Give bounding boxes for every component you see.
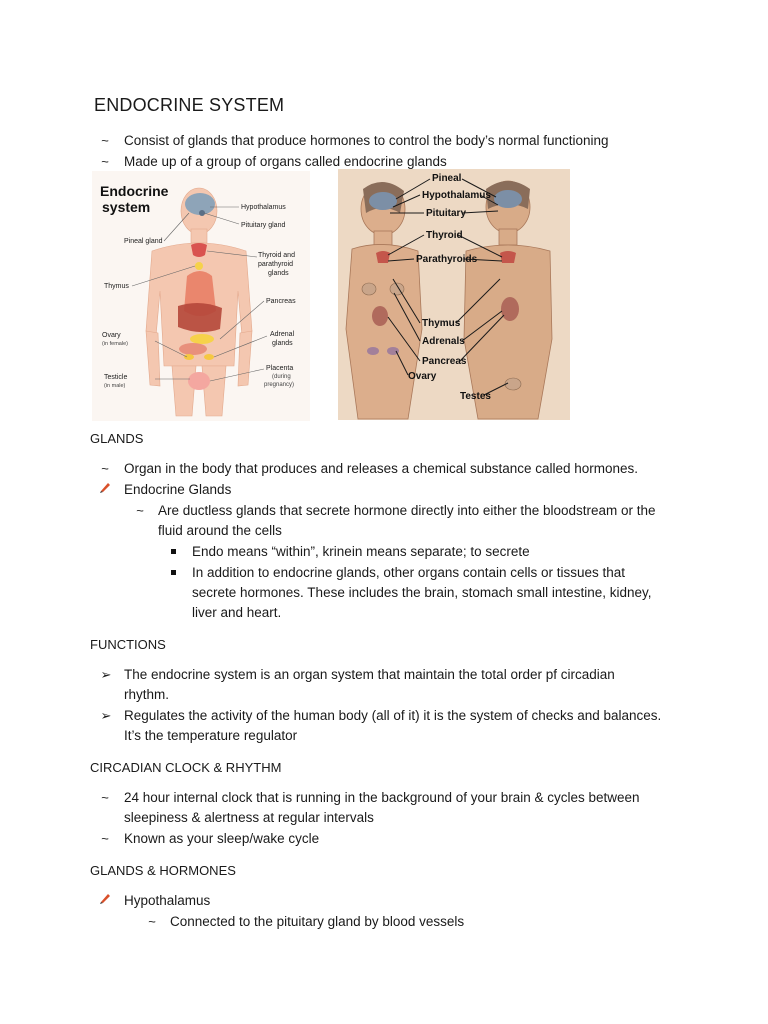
diagram-title: system: [102, 199, 151, 215]
intro-item-1: Consist of glands that produce hormones to control the body’s normal functioning: [124, 133, 609, 148]
glands-item-1: Organ in the body that produces and releases a chemical substance called hormones.: [124, 461, 639, 476]
label-thymus: Thymus: [104, 283, 129, 290]
label-adrenal: glands: [272, 340, 293, 347]
label-adrenals: Adrenals: [422, 336, 465, 347]
pencil-icon: [98, 891, 112, 911]
label-pineal: Pineal: [432, 173, 462, 184]
label-ovary: (in female): [102, 341, 128, 347]
label-pituitary: Pituitary gland: [241, 222, 286, 229]
endocrine-system-diagram: [92, 171, 310, 421]
square-bullet: [171, 570, 176, 575]
circadian-item-1-cont: sleepiness & alertness at regular intervals: [124, 810, 374, 825]
label-placenta: Placenta: [266, 365, 294, 372]
tilde-bullet: ~: [101, 831, 109, 846]
label-thyroid: glands: [268, 270, 289, 277]
label-hypothalamus: Hypothalamus: [241, 204, 286, 211]
label-ovary: Ovary: [102, 332, 121, 339]
label-placenta: pregnancy): [264, 382, 295, 388]
arrow-bullet: ➢: [100, 708, 112, 723]
functions-item-1: The endocrine system is an organ system that maintain the total order pf circadian: [124, 667, 615, 682]
section-heading-functions: FUNCTIONS: [90, 637, 166, 652]
glands-hormones-subitem-1: Connected to the pituitary gland by blood vessels: [170, 914, 465, 929]
glands-subsubitem-2: In addition to endocrine glands, other organs contain cells or tissues that: [192, 565, 626, 580]
arrow-bullet: ➢: [100, 667, 112, 682]
label-pineal: Pineal gland: [124, 238, 163, 245]
document-title: ENDOCRINE SYSTEM: [94, 95, 285, 115]
glands-subitem-1: Are ductless glands that secrete hormone directly into either the bloodstream or the: [158, 503, 656, 518]
circadian-item-2: Known as your sleep/wake cycle: [124, 831, 320, 846]
label-testes: Testes: [460, 391, 491, 402]
tilde-bullet: ~: [136, 503, 144, 518]
label-parathyroids: Parathyroids: [416, 254, 478, 265]
label-thyroid: Thyroid: [426, 230, 463, 241]
label-pancreas: Pancreas: [422, 356, 467, 367]
label-thyroid: parathyroid: [258, 261, 294, 268]
label-pituitary: Pituitary: [426, 208, 467, 219]
glands-subsubitem-2-cont: liver and heart.: [192, 605, 282, 620]
male-female-endocrine-illustration: [338, 169, 570, 420]
tilde-bullet: ~: [101, 133, 109, 148]
intro-item-2: Made up of a group of organs called endocrine glands: [124, 154, 447, 169]
section-heading-circadian: CIRCADIAN CLOCK & RHYTHM: [90, 760, 282, 775]
functions-item-2-cont: It’s the temperature regulator: [124, 728, 298, 743]
label-placenta: (during: [272, 374, 291, 380]
label-ovary: Ovary: [408, 371, 437, 382]
section-heading-glands: GLANDS: [90, 431, 144, 446]
glands-item-2: Endocrine Glands: [124, 482, 232, 497]
glands-hormones-item-1: Hypothalamus: [124, 893, 211, 908]
square-bullet: [171, 549, 176, 554]
glands-subsubitem-2-cont: secrete hormones. These includes the brain, stomach small intestine, kidney,: [192, 585, 652, 600]
circadian-item-1: 24 hour internal clock that is running in the background of your brain & cycles between: [124, 790, 640, 805]
tilde-bullet: ~: [101, 154, 109, 169]
label-hypothalamus: Hypothalamus: [422, 190, 491, 201]
functions-item-2: Regulates the activity of the human body (all of it) it is the system of checks and balances.: [124, 708, 662, 723]
section-heading-glands-hormones: GLANDS & HORMONES: [90, 863, 236, 878]
label-testicle: Testicle: [104, 374, 128, 381]
diagram-title: Endocrine: [100, 183, 169, 199]
tilde-bullet: ~: [101, 461, 109, 476]
label-adrenal: Adrenal: [270, 331, 295, 338]
glands-subsubitem-1: Endo means “within”, krinein means separate; to secrete: [192, 544, 530, 559]
tilde-bullet: ~: [101, 790, 109, 805]
pencil-icon: [98, 480, 112, 500]
label-thyroid: Thyroid and: [258, 252, 295, 259]
functions-item-1-cont: rhythm.: [124, 687, 170, 702]
tilde-bullet: ~: [148, 914, 156, 929]
label-pancreas: Pancreas: [266, 298, 296, 305]
glands-subitem-1-cont: fluid around the cells: [158, 523, 282, 538]
label-thymus: Thymus: [422, 318, 461, 329]
label-testicle: (in male): [104, 383, 126, 389]
